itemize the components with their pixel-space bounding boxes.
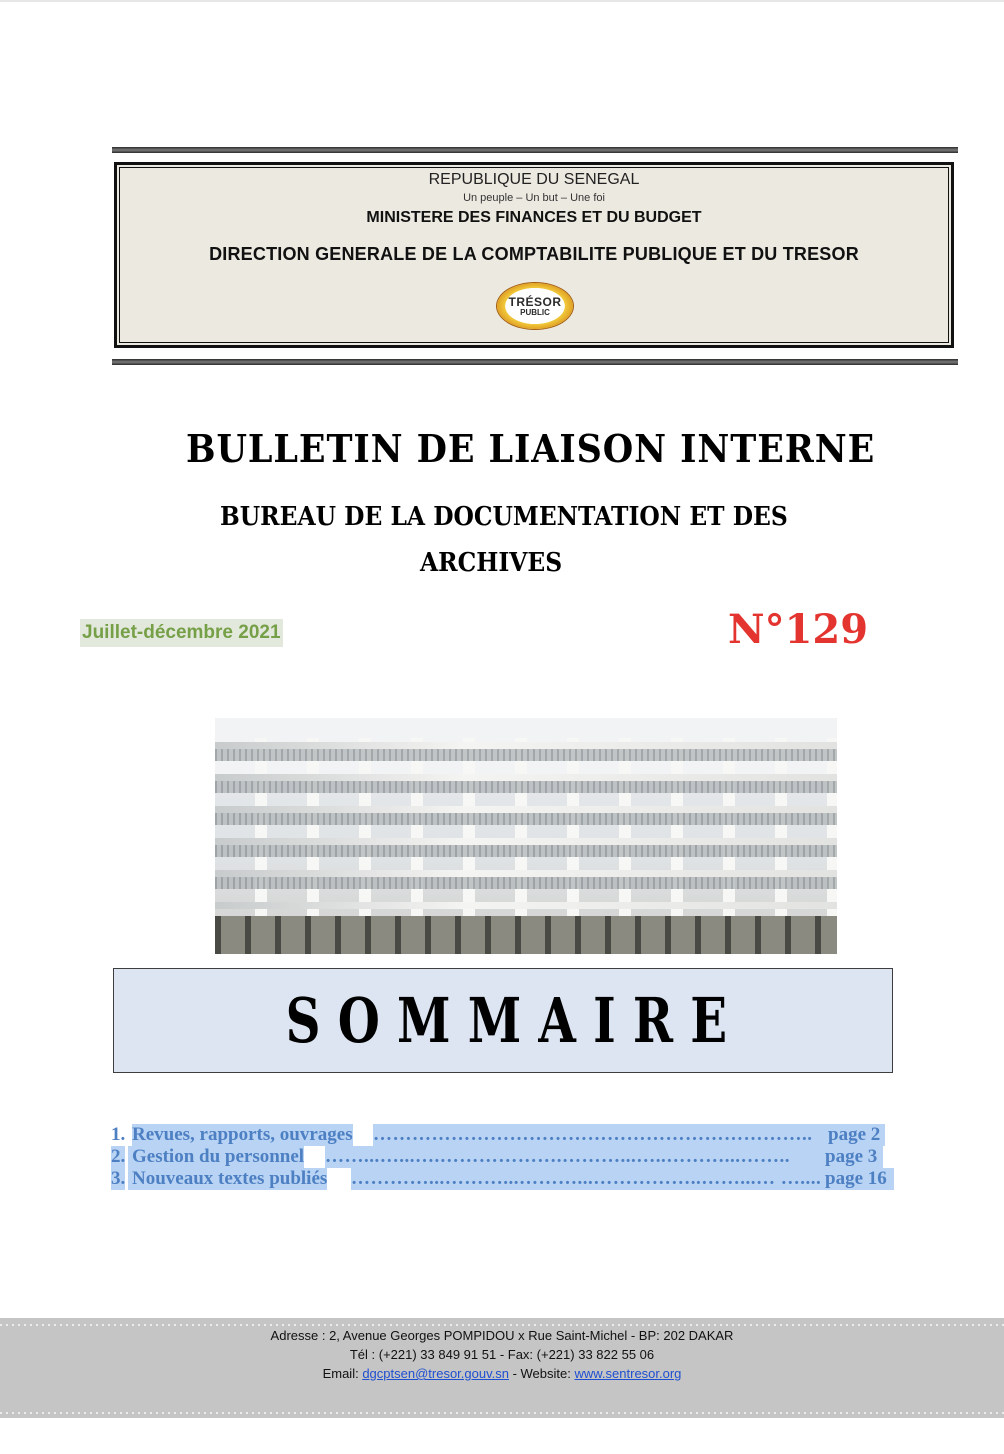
direction-name: DIRECTION GENERALE DE LA COMPTABILITE PUBLIQUE ET DU TRESOR — [209, 244, 859, 264]
photo-floor — [215, 806, 837, 813]
toc-number: 2. — [111, 1146, 126, 1167]
photo-ground — [215, 916, 837, 954]
toc-number: 1. — [111, 1124, 126, 1145]
footer-address: Adresse : 2, Avenue Georges POMPIDOU x Rue Saint-Michel - BP: 202 DAKAR — [270, 1328, 734, 1343]
sommaire-heading: SOMMAIRE — [285, 984, 745, 1057]
website-label: - Website: — [508, 1366, 575, 1381]
email-link[interactable]: dgcptsen@tresor.gouv.sn — [362, 1366, 509, 1381]
toc-leader: ……...…...….……………….………...…..………...…….. — [325, 1146, 825, 1168]
issue-number: N°129 — [728, 606, 869, 653]
toc-item[interactable] — [111, 1124, 897, 1146]
building-photo — [215, 718, 837, 954]
photo-floor — [215, 902, 837, 909]
photo-floor — [215, 742, 837, 749]
ministry-name: MINISTERE DES FINANCES ET DU BUDGET — [366, 209, 702, 226]
photo-rail — [215, 781, 837, 793]
bulletin-subtitle-line1: BUREAU DE LA DOCUMENTATION ET DES — [220, 502, 788, 532]
letterhead-box — [112, 147, 958, 365]
toc-leader: …………...………...………...……………..……...… ….... — [351, 1168, 821, 1189]
national-motto: Un peuple – Un but – Une foi — [463, 192, 605, 204]
photo-floor — [215, 838, 837, 845]
toc-item[interactable] — [111, 1146, 897, 1168]
letterhead-bottom-border — [112, 359, 958, 365]
bulletin-subtitle-line2: ARCHIVES — [420, 548, 563, 578]
logo-text-top: TRÉSOR — [508, 294, 562, 309]
photo-rail — [215, 813, 837, 825]
footer-phone-fax: Tél : (+221) 33 849 91 51 - Fax: (+221) 33 822 55 06 — [349, 1347, 655, 1362]
footer-contact — [0, 1366, 1004, 1381]
toc-item[interactable] — [111, 1168, 897, 1190]
tresor-public-logo — [497, 283, 573, 329]
republic-name: REPUBLIQUE DU SENEGAL — [428, 171, 640, 188]
page-footer — [0, 1318, 1004, 1418]
letterhead-top-border — [112, 147, 958, 153]
toc-page: page 3 — [825, 1146, 883, 1168]
website-link[interactable]: www.sentresor.org — [574, 1366, 682, 1381]
letterhead-inner-frame — [114, 162, 954, 348]
toc-page: page 2 — [823, 1124, 885, 1146]
email-label: Email: — [322, 1366, 363, 1381]
photo-floor — [215, 870, 837, 877]
toc-title: Gestion du personnel — [128, 1146, 304, 1168]
photo-rail — [215, 845, 837, 857]
table-of-contents — [111, 1124, 897, 1190]
logo-text-bottom: PUBLIC — [520, 307, 550, 317]
sommaire-box — [113, 968, 893, 1073]
toc-number: 3. — [111, 1168, 126, 1189]
photo-rail — [215, 749, 837, 761]
toc-title: Revues, rapports, ouvrages — [132, 1124, 353, 1145]
publication-period: Juillet-décembre 2021 — [80, 619, 283, 647]
page-top-rule — [0, 0, 1004, 2]
toc-title: Nouveaux textes publiés — [128, 1168, 327, 1190]
photo-floor — [215, 774, 837, 781]
bulletin-title: BULLETIN DE LIAISON INTERNE — [186, 426, 876, 471]
photo-rail — [215, 877, 837, 889]
toc-page: page 16 — [821, 1168, 894, 1190]
toc-leader: ………………………………………………………….. — [373, 1124, 823, 1146]
